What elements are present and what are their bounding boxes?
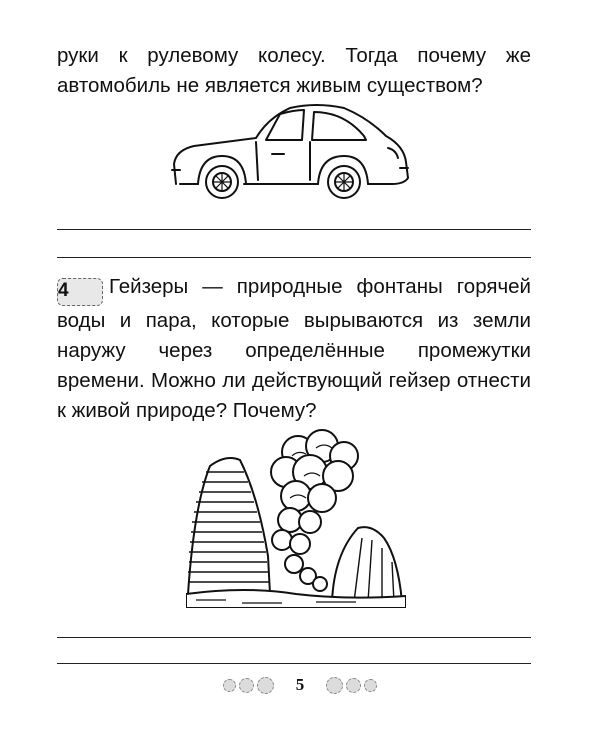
task-number-badge: 4 [57,278,103,306]
answer-line[interactable] [57,663,531,664]
task-4-text [57,272,531,426]
answer-line[interactable] [57,229,531,230]
decor-dot [257,677,274,694]
decor-dot [346,678,361,693]
page-number: 5 [295,675,305,694]
answer-line[interactable] [57,257,531,258]
geyser-illustration [186,426,406,608]
page-footer [0,670,600,700]
footer-dots-left [223,677,274,694]
task-3-continuation-text: руки к рулевому колесу. Тогда почему же автомобиль не является живым существом? [57,44,531,97]
decor-dot [239,678,254,693]
decor-dot [364,679,377,692]
decor-dot [326,677,343,694]
answer-line[interactable] [57,637,531,638]
task-4-question: Гейзеры — природные фонтаны горячей воды и пара, которые вырываются из земли наружу через определённые промежутки времени. Можно ли действующий гейзер отнести к живой природе? Почему? [57,275,531,422]
footer-dots-right [326,677,377,694]
decor-dot [223,679,236,692]
car-illustration [168,100,414,206]
